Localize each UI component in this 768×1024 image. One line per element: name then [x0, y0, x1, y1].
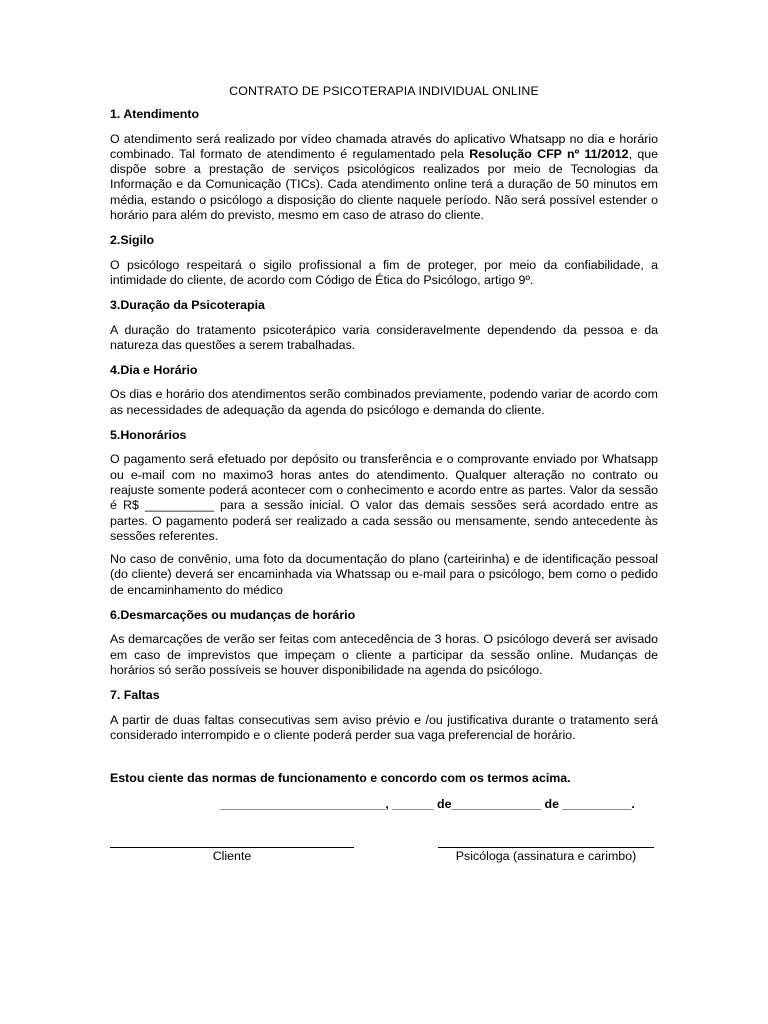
psychologist-signature: [438, 839, 654, 864]
client-signature-label: Cliente: [212, 848, 252, 863]
section-text-sigilo: O psicólogo respeitará o sigilo profissional a fim de proteger, por meio da confiabilidade, a intimidade do cliente, de acordo com Código de Ética do Psicólogo, artigo 9º.: [110, 257, 658, 287]
signature-area: [110, 839, 658, 879]
section-text-dia-horario: Os dias e horário dos atendimentos serão combinados previamente, podendo variar de acordo com as necessidades de adequação da agenda do psicólogo e demanda do cliente.: [110, 387, 658, 417]
section-heading-dia-horario: 4.Dia e Horário: [110, 363, 198, 378]
section-text-atendimento: [110, 132, 658, 224]
section-text-duracao: A duração do tratamento psicoterápico varia consideravelmente dependendo da pessoa e da natureza das questões a serem trabalhadas.: [110, 322, 658, 352]
section-text-desmarcacoes: As demarcações de verão ser feitas com antecedência de 3 horas. O psicólogo deverá ser avisado em caso de imprevistos que impeçam o cliente a participar da sessão online. Mudanças de horários só serão possíveis se houver disponibilidade na agenda do psicólogo.: [110, 632, 658, 677]
section-heading-duracao: 3.Duração da Psicoterapia: [110, 298, 265, 313]
client-signature: [110, 839, 354, 864]
section-heading-desmarcacoes: 6.Desmarcações ou mudanças de horário: [110, 608, 356, 623]
section-heading-honorarios: 5.Honorários: [110, 428, 187, 443]
section-heading-atendimento: 1. Atendimento: [110, 107, 200, 122]
agreement-statement: Estou ciente das normas de funcionamento e concordo com os termos acima.: [110, 771, 571, 786]
atendimento-text-part2: , que dispõe sobre a prestação de serviços psicológicos realizados por meio de Tecnologias da Informação e da Comunicação (TICs). Cada atendimento online terá a duração de 50 minutos em média, estando o psicólogo a disposição do cliente naquele período. Não será possível estender o horário para além do previsto, mesmo em caso de atraso do cliente.: [110, 146, 658, 223]
section-text-faltas: A partir de duas faltas consecutivas sem aviso prévio e /ou justificativa durante o tratamento será considerado interrompido e o cliente poderá perder sua vaga preferencial de horário.: [110, 712, 658, 742]
section-text-honorarios: O pagamento será efetuado por depósito ou transferência e o comprovante enviado por Whatsapp ou e-mail com no maximo3 horas antes do atendimento. Qualquer alteração no contrato ou reajuste somente poderá acontecer com o conhecimento e acordo entre as partes. Valor da sessão é R$ __________ para a sessão inicial. O valor das demais sessões será acordado entre as partes. O pagamento poderá ser realizado a cada sessão ou mensamente, sendo antecedente às sessões referentes.: [110, 452, 658, 543]
document-title: CONTRATO DE PSICOTERAPIA INDIVIDUAL ONLINE: [229, 84, 539, 98]
section-text-convenio: No caso de convênio, uma foto da documentação do plano (carteirinha) e de identificação pessoal (do cliente) deverá ser encaminhada via Whatssap ou e-mail para o psicólogo, bem como o pedido de encaminhamento do médico: [110, 552, 658, 597]
client-signature-line: [110, 839, 354, 848]
contract-body: [110, 78, 658, 879]
date-fill-line: ________________________, ______ de_____________ de __________.: [220, 797, 635, 812]
psychologist-signature-label: Psicóloga (assinatura e carimbo): [455, 848, 637, 863]
section-heading-sigilo: 2.Sigilo: [110, 233, 155, 248]
psychologist-signature-line: [438, 839, 654, 848]
resolution-reference: Resolução CFP nº 11/2012: [469, 146, 629, 161]
section-heading-faltas: 7. Faltas: [110, 688, 160, 703]
atendimento-text-part1: O atendimento será realizado por vídeo chamada através do aplicativo Whatsapp no dia e horário combinado. Tal formato de atendimento é regulamentado pela: [110, 131, 658, 161]
